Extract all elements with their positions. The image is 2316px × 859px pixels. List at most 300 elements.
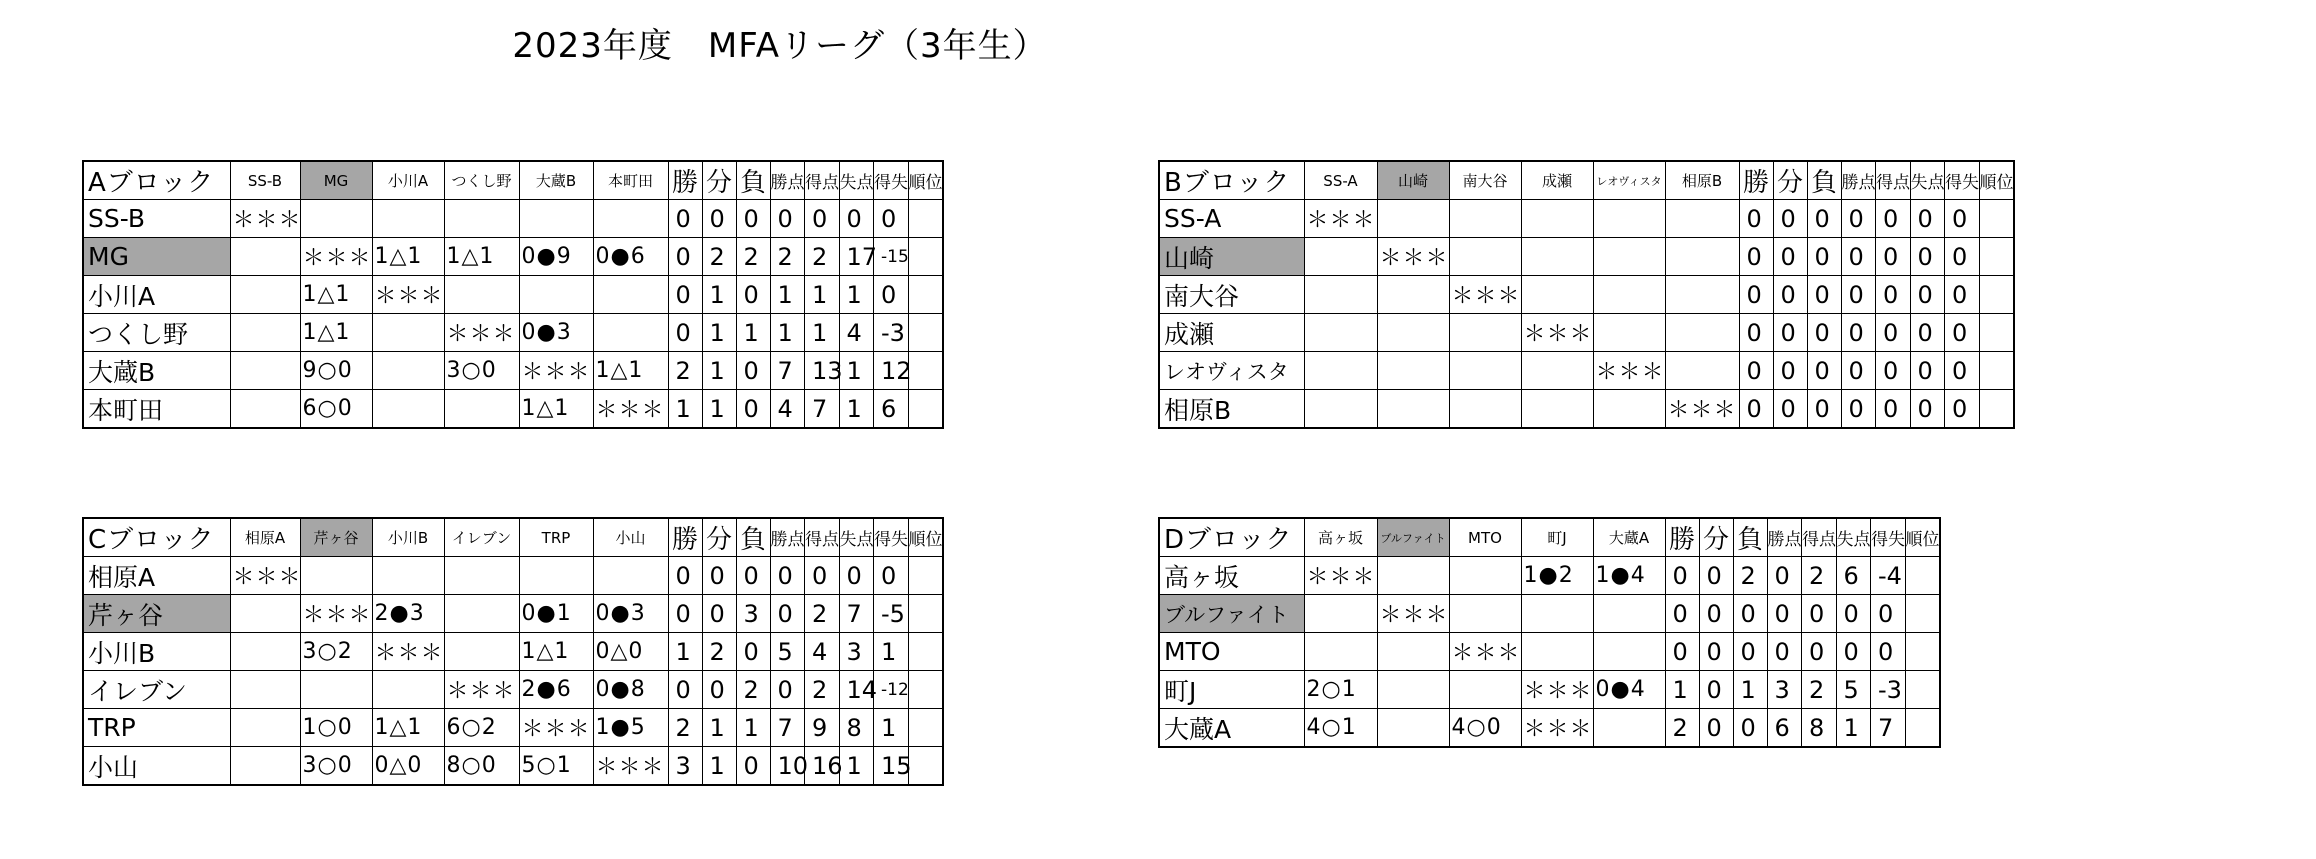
match-result: 5○1 — [519, 747, 593, 786]
match-result — [1521, 238, 1593, 276]
stat-value — [1979, 238, 2014, 276]
stat-value: 0 — [1945, 390, 1980, 429]
table-row — [83, 747, 943, 786]
stat-value: 0 — [805, 557, 840, 595]
match-result: ＊＊＊ — [1377, 595, 1449, 633]
table-row — [83, 352, 943, 390]
stat-value: 2 — [770, 238, 805, 276]
match-result: ＊＊＊ — [519, 352, 593, 390]
stat-value: 0 — [1910, 276, 1945, 314]
stat-value: 2 — [1802, 671, 1837, 709]
stat-value — [908, 238, 943, 276]
match-result: ＊＊＊ — [444, 314, 519, 352]
stat-value — [908, 276, 943, 314]
stat-value: 1 — [1665, 671, 1699, 709]
stat-value: -12 — [874, 671, 909, 709]
match-result — [1665, 352, 1739, 390]
header-row — [83, 518, 943, 557]
match-result: ＊＊＊ — [1521, 671, 1593, 709]
stat-value: 0 — [1841, 276, 1876, 314]
block-name: Bブロック — [1159, 161, 1304, 200]
match-result — [1593, 276, 1665, 314]
match-result — [230, 595, 300, 633]
match-result — [372, 314, 444, 352]
match-result: 2●6 — [519, 671, 593, 709]
match-result — [1304, 595, 1377, 633]
stat-value: 0 — [668, 238, 702, 276]
stat-value: 0 — [668, 314, 702, 352]
match-result: 8○0 — [444, 747, 519, 786]
match-result — [230, 709, 300, 747]
team-name: 大蔵A — [1159, 709, 1304, 748]
stat-value: 0 — [1910, 238, 1945, 276]
match-result — [1521, 200, 1593, 238]
match-result — [1449, 352, 1521, 390]
match-result — [1521, 276, 1593, 314]
stat-header: 勝点 — [770, 161, 805, 200]
team-name: 相原A — [83, 557, 230, 595]
stat-value: 0 — [736, 352, 770, 390]
stat-value: 2 — [736, 238, 770, 276]
stat-value: 0 — [1767, 595, 1802, 633]
stat-value: 0 — [1841, 314, 1876, 352]
stat-value: 0 — [1665, 633, 1699, 671]
stat-value — [1979, 352, 2014, 390]
stat-value: 1 — [839, 390, 874, 429]
stat-value: 0 — [736, 747, 770, 786]
stat-header: 負 — [1733, 518, 1767, 557]
match-result — [593, 557, 668, 595]
stat-value: 0 — [1945, 314, 1980, 352]
stat-value: 0 — [1739, 276, 1773, 314]
match-result: 0●3 — [519, 314, 593, 352]
stat-value: 2 — [702, 238, 736, 276]
team-name: 相原B — [1159, 390, 1304, 429]
match-result — [1377, 709, 1449, 748]
stat-value: 0 — [1807, 352, 1841, 390]
match-result — [1304, 390, 1377, 429]
stat-value: 12 — [874, 352, 909, 390]
stat-value: 0 — [1876, 352, 1911, 390]
team-name: 小川B — [83, 633, 230, 671]
stat-value: 1 — [702, 709, 736, 747]
table-row — [83, 595, 943, 633]
stat-value: 2 — [1665, 709, 1699, 748]
stat-value: 0 — [1871, 595, 1906, 633]
match-result — [519, 200, 593, 238]
stat-value: 0 — [1945, 200, 1980, 238]
match-result: ＊＊＊ — [1377, 238, 1449, 276]
stat-value: 7 — [770, 352, 805, 390]
match-result: 0●4 — [1593, 671, 1665, 709]
stat-value: 10 — [770, 747, 805, 786]
block-c-table — [82, 517, 944, 786]
match-result — [230, 314, 300, 352]
match-result: 0●1 — [519, 595, 593, 633]
table-row — [83, 200, 943, 238]
stat-value: 3 — [839, 633, 874, 671]
match-result — [300, 671, 372, 709]
table-row — [1159, 390, 2014, 429]
team-name: 大蔵B — [83, 352, 230, 390]
match-result — [372, 352, 444, 390]
match-result — [1449, 671, 1521, 709]
team-name: レオヴィスタ — [1159, 352, 1304, 390]
stat-header: 勝点 — [1841, 161, 1876, 200]
opponent-header: MG — [300, 161, 372, 200]
stat-header: 勝 — [1665, 518, 1699, 557]
table-row — [1159, 557, 1940, 595]
stat-value: 0 — [770, 557, 805, 595]
team-name: イレブン — [83, 671, 230, 709]
opponent-header: MTO — [1449, 518, 1521, 557]
match-result: 1△1 — [300, 314, 372, 352]
stat-value: 1 — [702, 390, 736, 429]
header-row — [83, 161, 943, 200]
match-result: 0●8 — [593, 671, 668, 709]
stat-value: 1 — [874, 633, 909, 671]
team-name: TRP — [83, 709, 230, 747]
stat-value: 0 — [1876, 200, 1911, 238]
match-result — [1304, 238, 1377, 276]
match-result: ＊＊＊ — [300, 595, 372, 633]
match-result: 0△0 — [593, 633, 668, 671]
opponent-header: SS-B — [230, 161, 300, 200]
stat-value: 0 — [1773, 390, 1807, 429]
stat-value — [1905, 671, 1940, 709]
match-result — [230, 276, 300, 314]
stat-value: 0 — [1699, 595, 1733, 633]
stat-value: 14 — [839, 671, 874, 709]
stat-header: 順位 — [908, 161, 943, 200]
opponent-header: 相原B — [1665, 161, 1739, 200]
block-b-table — [1158, 160, 2015, 429]
stat-header: 順位 — [1979, 161, 2014, 200]
stat-value: 0 — [1739, 390, 1773, 429]
stat-value: 0 — [1699, 557, 1733, 595]
stat-value: 0 — [839, 200, 874, 238]
match-result: 1△1 — [519, 633, 593, 671]
stat-value: 0 — [1876, 314, 1911, 352]
block-d-table — [1158, 517, 1941, 748]
stat-value: 2 — [805, 238, 840, 276]
stat-value: 0 — [874, 200, 909, 238]
stat-value: 0 — [1841, 200, 1876, 238]
match-result — [1593, 633, 1665, 671]
stat-value: 0 — [668, 200, 702, 238]
stat-header: 得点 — [1876, 161, 1911, 200]
opponent-header: 山崎 — [1377, 161, 1449, 200]
stat-value: 4 — [839, 314, 874, 352]
stat-value — [908, 390, 943, 429]
table-row — [83, 390, 943, 429]
opponent-header: 小川B — [372, 518, 444, 557]
stat-value: 1 — [668, 633, 702, 671]
match-result — [593, 276, 668, 314]
team-name: ブルファイト — [1159, 595, 1304, 633]
match-result: 1△1 — [372, 238, 444, 276]
stat-value: 5 — [1836, 671, 1871, 709]
stat-value: 0 — [1733, 595, 1767, 633]
opponent-header: レオヴィスタ — [1593, 161, 1665, 200]
stat-value: 0 — [1733, 633, 1767, 671]
stat-header: 分 — [702, 518, 736, 557]
stat-value: 0 — [668, 276, 702, 314]
stat-header: 失点 — [1910, 161, 1945, 200]
match-result — [1304, 276, 1377, 314]
opponent-header: つくし野 — [444, 161, 519, 200]
table-row — [1159, 238, 2014, 276]
stat-value: 0 — [736, 557, 770, 595]
table-row — [83, 557, 943, 595]
stat-value: 0 — [1807, 390, 1841, 429]
match-result: ＊＊＊ — [230, 200, 300, 238]
stat-value: 15 — [874, 747, 909, 786]
stat-header: 分 — [702, 161, 736, 200]
stat-value: 6 — [1767, 709, 1802, 748]
block-a-table — [82, 160, 944, 429]
stat-value: 0 — [1665, 595, 1699, 633]
match-result: 1△1 — [372, 709, 444, 747]
block-name: Cブロック — [83, 518, 230, 557]
match-result: ＊＊＊ — [444, 671, 519, 709]
stat-value: 0 — [1807, 200, 1841, 238]
stat-value: 1 — [839, 747, 874, 786]
match-result: 1●2 — [1521, 557, 1593, 595]
match-result: ＊＊＊ — [1304, 200, 1377, 238]
match-result: ＊＊＊ — [1521, 709, 1593, 748]
stat-value: 0 — [668, 595, 702, 633]
stat-value: 0 — [1767, 557, 1802, 595]
stat-value: 0 — [1773, 276, 1807, 314]
stat-value: 2 — [736, 671, 770, 709]
match-result — [519, 276, 593, 314]
stat-value — [908, 352, 943, 390]
match-result: 0△0 — [372, 747, 444, 786]
stat-value: 0 — [736, 633, 770, 671]
stat-value: 0 — [1773, 314, 1807, 352]
match-result — [1377, 633, 1449, 671]
stat-value: 0 — [1699, 633, 1733, 671]
match-result — [1521, 633, 1593, 671]
opponent-header: 芹ヶ谷 — [300, 518, 372, 557]
match-result: 2●3 — [372, 595, 444, 633]
stat-header: 得点 — [805, 161, 840, 200]
match-result: 3○2 — [300, 633, 372, 671]
match-result — [372, 557, 444, 595]
stat-value: 2 — [805, 595, 840, 633]
match-result — [1593, 595, 1665, 633]
stat-value: 0 — [1739, 238, 1773, 276]
match-result: ＊＊＊ — [593, 747, 668, 786]
match-result: 0●9 — [519, 238, 593, 276]
team-name: 山崎 — [1159, 238, 1304, 276]
stat-value: 1 — [1733, 671, 1767, 709]
stat-value: 5 — [770, 633, 805, 671]
stat-value: 0 — [1910, 200, 1945, 238]
match-result — [300, 200, 372, 238]
opponent-header: SS-A — [1304, 161, 1377, 200]
stat-value: 7 — [839, 595, 874, 633]
match-result: ＊＊＊ — [372, 633, 444, 671]
stat-value: 0 — [1841, 390, 1876, 429]
stat-value: 1 — [839, 352, 874, 390]
match-result — [1304, 314, 1377, 352]
match-result — [300, 557, 372, 595]
stat-header: 負 — [1807, 161, 1841, 200]
stat-value: 1 — [702, 352, 736, 390]
table-row — [1159, 276, 2014, 314]
match-result — [230, 352, 300, 390]
opponent-header: 成瀬 — [1521, 161, 1593, 200]
match-result: ＊＊＊ — [372, 276, 444, 314]
stat-value — [1905, 709, 1940, 748]
stat-value: 0 — [1739, 314, 1773, 352]
match-result — [1449, 557, 1521, 595]
stat-value: 0 — [702, 595, 736, 633]
stat-value: 0 — [736, 200, 770, 238]
match-result: ＊＊＊ — [519, 709, 593, 747]
match-result — [1449, 314, 1521, 352]
stat-value: 0 — [1807, 314, 1841, 352]
match-result: 1△1 — [593, 352, 668, 390]
opponent-header: ブルファイト — [1377, 518, 1449, 557]
stat-value: 0 — [770, 671, 805, 709]
stat-value: 1 — [736, 709, 770, 747]
stat-value: 3 — [668, 747, 702, 786]
match-result — [1593, 238, 1665, 276]
team-name: 本町田 — [83, 390, 230, 429]
stat-value: 0 — [1836, 595, 1871, 633]
stat-value: 0 — [1910, 390, 1945, 429]
stat-value: 1 — [805, 314, 840, 352]
table-row — [83, 671, 943, 709]
stat-header: 勝 — [668, 161, 702, 200]
opponent-header: 本町田 — [593, 161, 668, 200]
stat-value: 3 — [736, 595, 770, 633]
stat-value — [1905, 633, 1940, 671]
match-result — [593, 314, 668, 352]
stat-value: 0 — [1733, 709, 1767, 748]
stat-value: 0 — [1945, 238, 1980, 276]
stat-value — [908, 595, 943, 633]
match-result — [1593, 390, 1665, 429]
match-result: 0●3 — [593, 595, 668, 633]
table-row — [83, 238, 943, 276]
stat-header: 失点 — [1836, 518, 1871, 557]
opponent-header: 高ヶ坂 — [1304, 518, 1377, 557]
stat-value — [1905, 595, 1940, 633]
page-title: 2023年度 MFAリーグ（3年生） — [512, 26, 1048, 66]
match-result — [1593, 709, 1665, 748]
opponent-header: 南大谷 — [1449, 161, 1521, 200]
stat-value: 0 — [1773, 200, 1807, 238]
match-result — [444, 390, 519, 429]
match-result — [230, 238, 300, 276]
stat-value: 2 — [668, 352, 702, 390]
stat-value: 0 — [1836, 633, 1871, 671]
stat-value: 1 — [805, 276, 840, 314]
match-result — [1304, 352, 1377, 390]
stat-value: 0 — [1767, 633, 1802, 671]
match-result: 1●4 — [1593, 557, 1665, 595]
stat-value: 16 — [805, 747, 840, 786]
match-result — [230, 747, 300, 786]
stat-value: 2 — [1733, 557, 1767, 595]
match-result: 9○0 — [300, 352, 372, 390]
match-result: ＊＊＊ — [1449, 633, 1521, 671]
match-result — [1521, 390, 1593, 429]
match-result — [444, 557, 519, 595]
match-result: ＊＊＊ — [1665, 390, 1739, 429]
match-result: ＊＊＊ — [300, 238, 372, 276]
stat-value: 0 — [839, 557, 874, 595]
team-name: 成瀬 — [1159, 314, 1304, 352]
stat-value — [908, 314, 943, 352]
stat-header: 順位 — [1905, 518, 1940, 557]
team-name: MG — [83, 238, 230, 276]
match-result — [1665, 276, 1739, 314]
stat-value: 1 — [702, 276, 736, 314]
match-result — [230, 390, 300, 429]
opponent-header: 大蔵B — [519, 161, 593, 200]
opponent-header: イレブン — [444, 518, 519, 557]
table-row — [1159, 200, 2014, 238]
match-result — [1377, 314, 1449, 352]
stat-value: 7 — [805, 390, 840, 429]
match-result: 1●5 — [593, 709, 668, 747]
stat-value: 0 — [1876, 276, 1911, 314]
stat-value — [908, 671, 943, 709]
match-result: 1△1 — [444, 238, 519, 276]
match-result: 1△1 — [519, 390, 593, 429]
stat-value: 1 — [702, 314, 736, 352]
stat-value: 0 — [736, 276, 770, 314]
opponent-header: 小山 — [593, 518, 668, 557]
stat-value: 4 — [770, 390, 805, 429]
match-result: ＊＊＊ — [1304, 557, 1377, 595]
block-name: Aブロック — [83, 161, 230, 200]
team-name: 南大谷 — [1159, 276, 1304, 314]
match-result — [1665, 200, 1739, 238]
table-row — [83, 276, 943, 314]
stat-value: 0 — [1665, 557, 1699, 595]
match-result — [444, 276, 519, 314]
stat-header: 勝 — [668, 518, 702, 557]
stat-value — [1905, 557, 1940, 595]
header-row — [1159, 518, 1940, 557]
stat-value: 4 — [805, 633, 840, 671]
stat-value: -15 — [874, 238, 909, 276]
stat-header: 勝点 — [770, 518, 805, 557]
stat-value: 1 — [668, 390, 702, 429]
stat-value: -5 — [874, 595, 909, 633]
stat-value: 7 — [770, 709, 805, 747]
stat-value: 1 — [1836, 709, 1871, 748]
stat-header: 分 — [1773, 161, 1807, 200]
team-name: 芹ヶ谷 — [83, 595, 230, 633]
stat-value: 1 — [736, 314, 770, 352]
match-result: ＊＊＊ — [1521, 314, 1593, 352]
match-result — [1377, 352, 1449, 390]
stat-value — [1979, 314, 2014, 352]
stat-value: 0 — [1773, 238, 1807, 276]
opponent-header: 小川A — [372, 161, 444, 200]
stat-value: 6 — [1836, 557, 1871, 595]
match-result — [1593, 314, 1665, 352]
stat-value — [908, 747, 943, 786]
match-result: 0●6 — [593, 238, 668, 276]
